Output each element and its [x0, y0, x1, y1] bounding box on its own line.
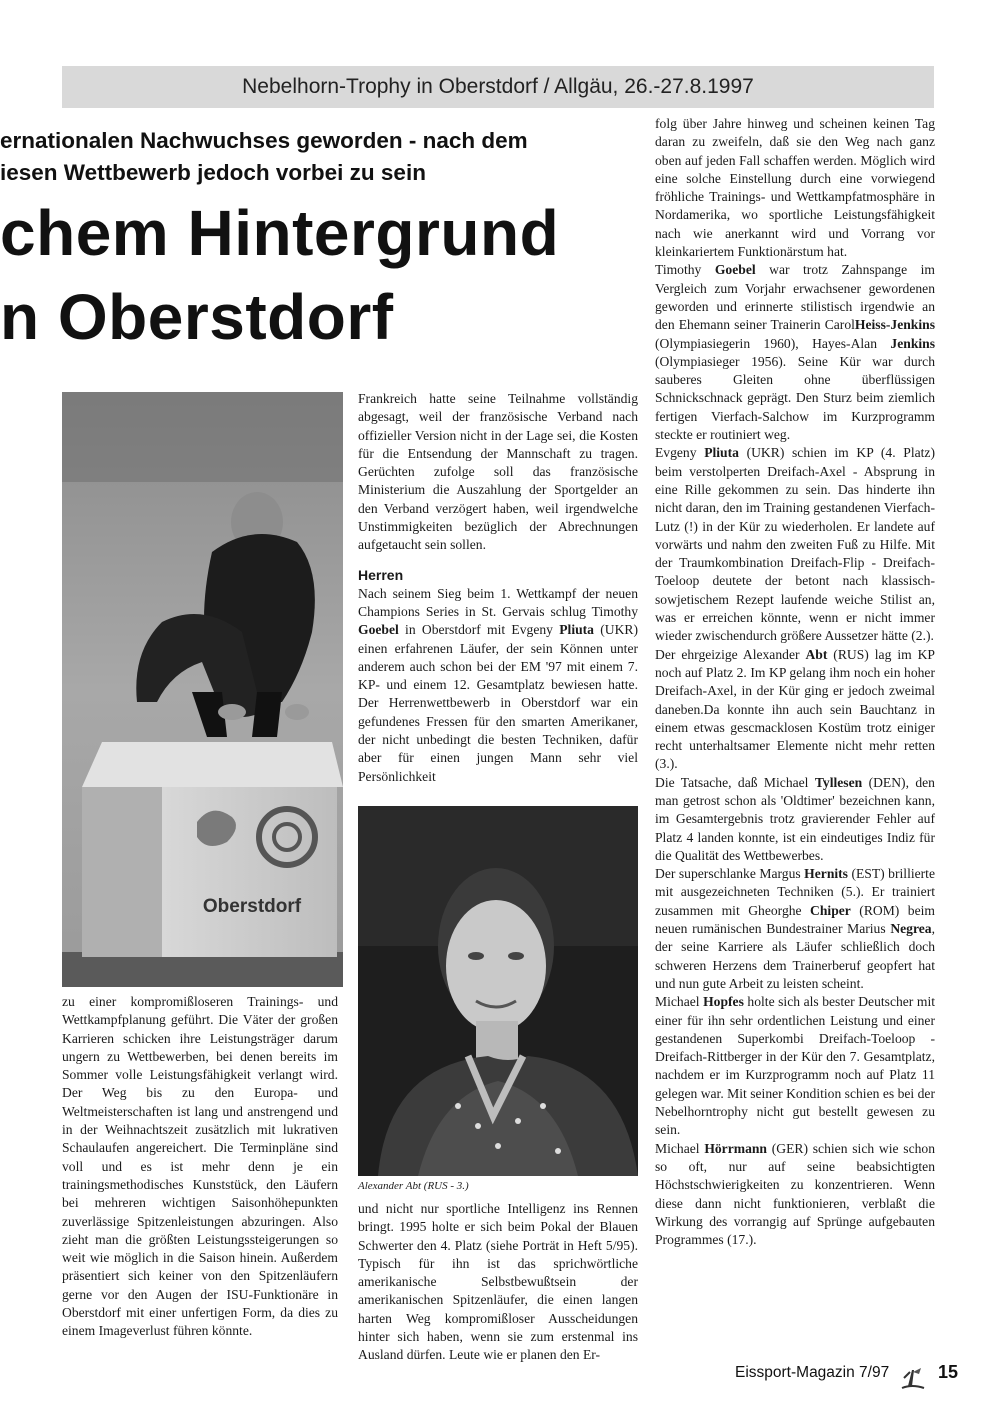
skater-podium-photo — [62, 392, 343, 987]
col2-paragraph-2: Nach seinem Sieg beim 1. Wettkampf der neuen Champions Series in St. Gervais schlug Timothy Goebel in Oberstdorf mit Evgeny Pliuta (UKR) einen erfahrenen Läufer, der sein Können unter anderem auch schon bei der EM '97 mit einem 7. KP- und einem 12. Gesamtplatz bewiesen hatte. Der Herrenwettbewerb in Oberstdorf war ein gefundenes Fressen für den smarten Amerikaner, der nicht unbedingt die besten Techniken, dafür aber für einen jungen Mann sehr viel Persönlichkeit — [358, 585, 639, 784]
col3-paragraph-2: Timothy Goebel war trotz Zahnspange im Vergleich zum Vorjahr erwachsener gewordenen geworden und erinnerte stilistisch irgendwie an den Ehemann seiner Trainerin CarolHeiss-Jenkins (Olympiasiegerin 1960), Hayes-Alan Jenkins (Olympiasieger 1956). Seine Kür war durch sauberes Gleiten ohne überflüssigen Schnickschnack geprägt. Den Sturz beim ziemlich fertigen Vierfach-Salchow im Kurzprogramm steckte er routiniert weg. — [655, 262, 935, 443]
col3-paragraph-4: Der ehrgeizige Alexander Abt (RUS) lag im KP noch auf Platz 2. Im KP gelang ihm noch ein hoher Dreifach-Axel, in der Kür ging er jedoch zweimal daneben.Da konnte ihn auch sein Bauchtanz in einem etwas gescmacklosen Kostüm trotz einiger recht unterhaltsamer Elemente nicht mehr retten (3.). — [655, 646, 935, 772]
page-number: 15 — [938, 1362, 959, 1382]
abt-portrait-image — [358, 806, 638, 1176]
skate-logo-icon — [898, 1364, 926, 1392]
column-2-upper-text — [358, 390, 638, 786]
magazine-issue: Eissport-Magazin 7/97 — [735, 1364, 890, 1381]
headline-line-2: n Oberstdorf — [0, 281, 394, 353]
col2-paragraph-1: Frankreich hatte seine Teilnahme vollständig abgesagt, weil der französische Verband nach offizieller Version nicht in der Lage sei, die Kosten für die Entsendung der Mannschaft zu tragen. Gerüchten zufolge soll das französische Ministerium die Auszahlung der Sportgelder an den Verband verzögert haben, weil irgendwelche Unstimmigkeiten bezüglich der Abrechnungen aufgetaucht sein sollen. — [358, 391, 638, 553]
col3-paragraph-8: Michael Hörrmann (GER) schien sich wie schon so oft, nur auf seine beabsichtigten Höchstschwierigkeiten zu konzentrieren. Wenn diese dann nicht funktionieren, verblaßt die Wirkung des vorrangig auf Sprünge aufgebauten Programmes (17.). — [655, 1140, 936, 1248]
event-banner: Nebelhorn-Trophy in Oberstdorf / Allgäu, 26.-27.8.1997 — [62, 66, 934, 108]
column-2-lower-text — [358, 1200, 638, 1365]
col1-paragraph: zu einer kompromißloseren Trainings- und Wettkampfplanung geführt. Die Väter der großen Karrieren schicken ihre Leistungsträger darum ungern zu Wettbewerben, bei denen bereits im Sommer volle Leistungsfähigkeit verlangt wird. Der Weg bis zu den Europa- und Weltmeisterschaften ist lang und anstrengend und in der Weihnachtszeit zusätzlich mit lukrativen Schaulaufen angereichert. Die Terminpläne sind voll und es ist mehr denn je ein trainingsmethodisches Kunststück, den Läufern bei mehreren wichtigen Saisonhöhepunkten zuverlässige Spitzenleistungen abzuringen. Also zieht man die größten Leistungssteigerungen so weit wie möglich in die Saison hinein. Außerdem präsentiert sich keiner von den Spitzenläufern gerne vor den Augen der ISU-Funktionäre in Oberstdorf mit einer unfertigen Form, da dies zu einem Imageverlust führen könnte. — [62, 994, 338, 1339]
col3-paragraph-3: Evgeny Pliuta (UKR) schien im KP (4. Platz) beim verstolperten Dreifach-Axel - Absprung in eine Rille gekommen zu sein. Das hinderte ihn nicht daran, den im Training gestandenen Vierfach-Lutz (!) in der Kür zu wiederholen. Er landete auf vorwärts und nahm den zweiten Fuß zu Hilfe. Mit der Traumkombination Dreifach-Flip - Dreifach-Toeloop deutete der betont nach klassisch-sowjetischem Rezept laufende weiche Stilist an, was er erreichen könnte, wenn er nicht immer wieder zwischendurch größere Aussetzer hätte (2.). — [655, 445, 935, 644]
headline-line-1: chem Hintergrund — [0, 197, 560, 269]
col3-paragraph-6: Der superschlanke Margus Hernits (EST) brillierte mit ausgezeichneten Techniken (5.). Er trainiert zusammen mit Gheorghe Chiper (ROM) beim neuen rumänischen Bundestrainer Marius Negrea, der seine Karriere als Läufer schließlich doch schweren Herzens dem Trainerberuf geopfert hat und nun gute Arbeit zu leisten scheint. — [655, 866, 935, 991]
col3-paragraph-5: Die Tatsache, daß Michael Tyllesen (DEN), den man getrost schon als 'Oldtimer' bezeichnen kann, im Gesamtergebnis trotz gravierender Fehler auf Platz 4 landen konnte, ist ein eindeutiges Indiz für die Qualität des Wettbewerbes. — [655, 774, 935, 863]
podium-sign-text: Oberstdorf — [202, 896, 302, 917]
photo-caption: Alexander Abt (RUS - 3.) — [358, 1180, 469, 1192]
section-heading-herren: Herren — [358, 566, 404, 583]
col2-paragraph-3: und nicht nur sportliche Intelligenz ins Rennen bringt. 1995 holte er sich beim Pokal der Blauen Schwerter den 4. Platz (siehe Porträt in Heft 5/95). Typisch für ihn ist das sprichwörtliche amerikanische Selbstbewußtsein der amerikanischen Spitzenläufer, die einen langen harten Weg kompromißloser Ausscheidungen hinter sich haben, wenn sie zum erstenmal ins Ausland dürfen. Leute wie er planen den Er- — [358, 1201, 638, 1363]
skater-podium-image — [62, 392, 343, 987]
subheading-line-1: ernationalen Nachwuchses geworden - nach dem — [0, 128, 528, 153]
column-3-text — [655, 115, 935, 1249]
col3-paragraph-7: Michael Hopfes holte sich als bester Deutscher mit einer für ihn sehr ordentlichen Leistung und einer gestandenen Superkombi Dreifach-Toeloop - Dreifach-Rittberger in der Kür den 7. Gesamtplatz, nachdem er im Kurzprogramm noch auf Platz 11 gelegen war. Mit seiner Kondition schien es bei der Nebelhorntrophy nicht gut bestellt gewesen zu sein. — [655, 994, 936, 1138]
subheading-line-2: iesen Wettbewerb jedoch vorbei zu sein — [0, 160, 426, 185]
col3-paragraph-1: folg über Jahre hinweg und scheinen keinen Tag daran zu zweifeln, daß sie den Weg nach ganz oben auf jeden Fall schaffen werden. Möglich wird eine solche Einstellung durch eine vorwiegend fröhliche Trainings- und Wettkampfatmosphäre in Nordamerika, wo sportliche Leistungsfähigkeit nach wie anerkannt wird und Vorrang vor kleinkariertem Funktionärstum hat. — [655, 116, 935, 260]
column-1-text — [62, 993, 338, 1341]
alexander-abt-portrait — [358, 806, 638, 1176]
